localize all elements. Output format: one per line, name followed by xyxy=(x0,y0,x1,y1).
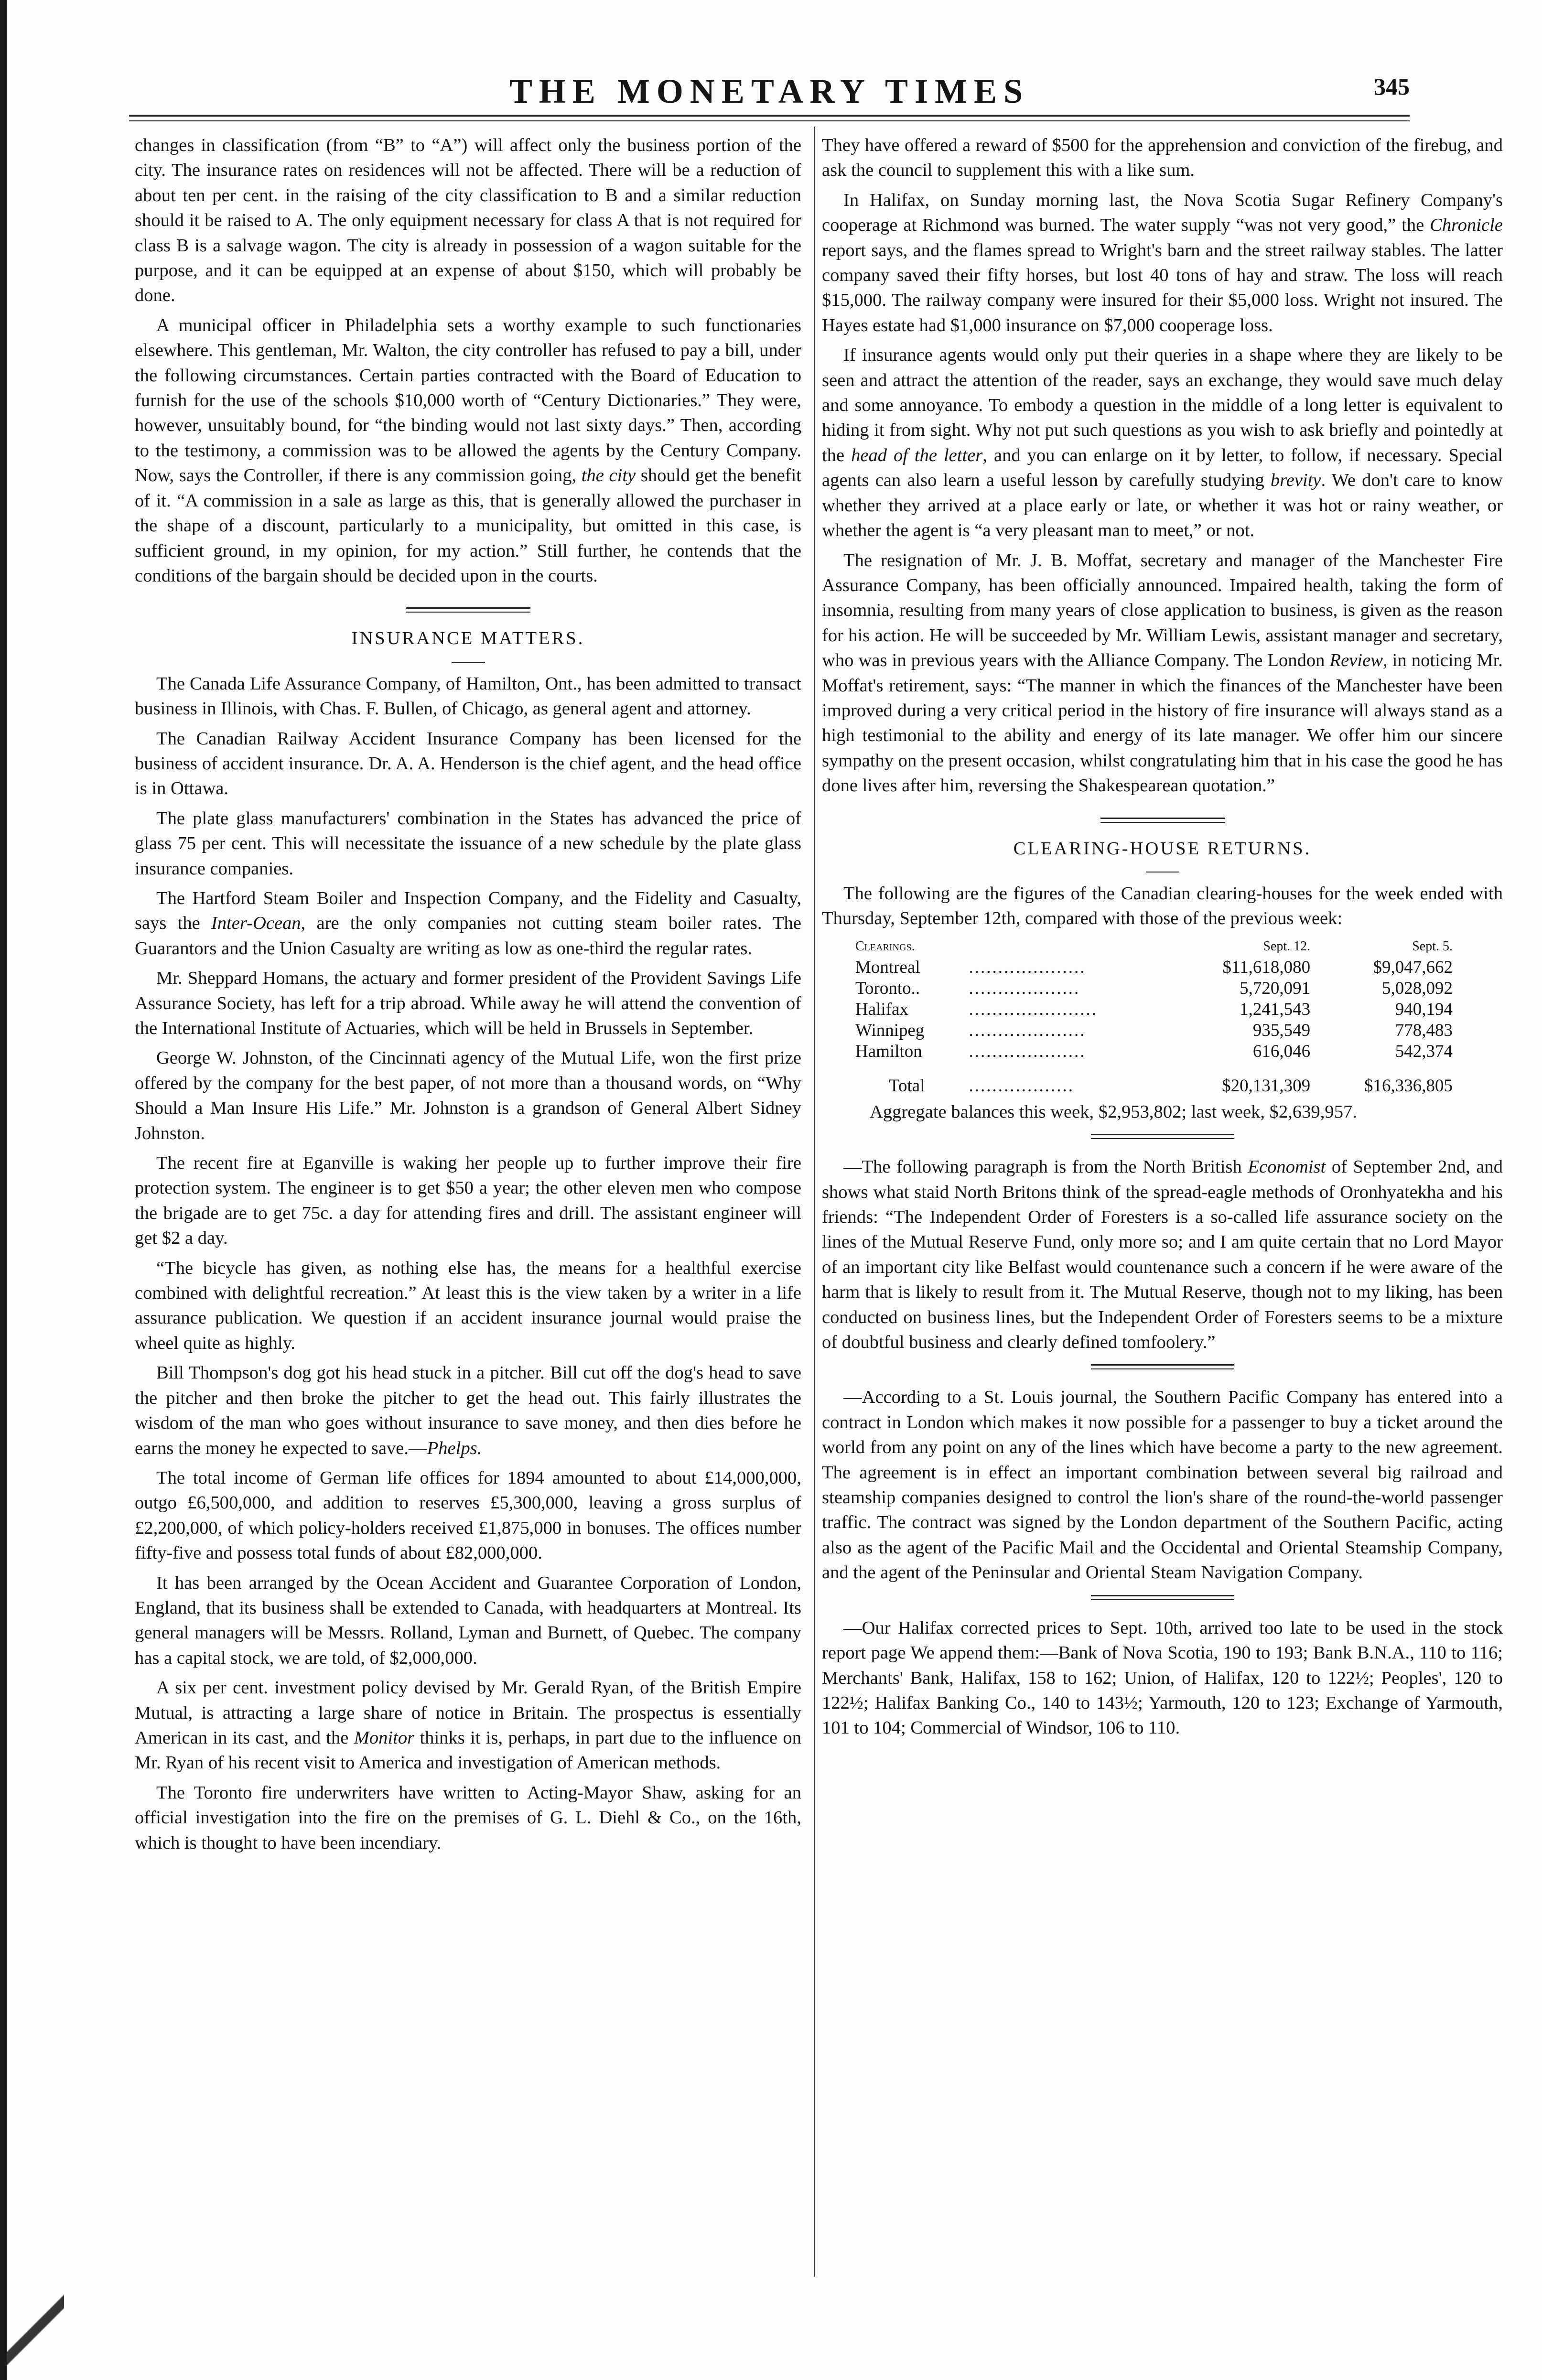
masthead-rule-thin xyxy=(129,120,1410,121)
text-run: The Hartford Steam Boiler and Inspection Company, and the Fidelity and Casualty, says the xyxy=(135,888,801,934)
article-paragraph: —Our Halifax corrected prices to Sept. 10th, arrived too late to be used in the stock report page We append them:—Bank of Nova Scotia, 190 to 193; Bank B.N.A., 110 to 116; Merchants' Bank, Halifax, 158 to 162; Union, of Halifax, 120 to 122½; Peoples', 120 to 122½; Halifax Banking Co., 140 to 143½; Yarmouth, 120 to 123; Exchange of Yarmouth, 101 to 104; Commercial of Windsor, 106 to 110. xyxy=(822,1617,1503,1738)
italic-run: Phelps. xyxy=(427,1438,482,1458)
section-heading-clearing-house: CLEARING-HOUSE RETURNS. xyxy=(1013,838,1312,859)
section-rule xyxy=(1100,818,1225,819)
article-paragraph: The Canadian Railway Accident Insurance Company has been licensed for the business of accident insurance. Dr. A. A. Henderson is the chief agent, and the head office is in Ottawa. xyxy=(135,728,801,799)
section-rule xyxy=(406,607,530,609)
table-cell-city: Toronto.. xyxy=(855,978,920,998)
italic-run: Monitor xyxy=(354,1727,415,1748)
text-run: The resignation of Mr. J. B. Moffat, secretary and manager of the Manchester Fire Assurance Company, has been officially announced. Impaired health, taking the form of insomnia, resulting from many years of close application to business, is given as the reason for his action. He will be succeeded by Mr. William Lewis, assistant manager and secretary, who was in previous years with the Alliance Company. The London xyxy=(822,550,1503,671)
table-row xyxy=(855,957,1457,978)
article-paragraph: It has been arranged by the Ocean Accident and Guarantee Corporation of London, England, that its business shall be extended to Canada, with headquarters at Montreal. Its general managers will be Messrs. Rolland, Lyman and Burnett, of Quebec. The company has a capital stock, we are told, of $2,000,000. xyxy=(135,1572,801,1668)
masthead-rule xyxy=(129,115,1410,117)
italic-run: Chronicle xyxy=(1430,215,1503,236)
table-header-sept12: Sept. 12. xyxy=(1263,938,1311,954)
article-paragraph: The following are the figures of the Canadian clearing-houses for the week ended with Thursday, September 12th, compared with those of the previous week: xyxy=(822,883,1503,929)
italic-run: the city xyxy=(581,465,636,486)
right-column xyxy=(822,133,1503,1745)
table-cell-leader: .................... xyxy=(969,957,1086,977)
article-paragraph: —According to a St. Louis journal, the Southern Pacific Company has entered into a contract in London which makes it now possible for a passenger to buy a ticket around the world from any point on any of the lines which have become a party to the new agreement. The agreement is in effect an important combination between several big railroad and steamship companies designed to control the lion's share of the round-the-world passenger traffic. The contract was signed by the London department of the Southern Pacific, acting also as the agent of the Pacific Mail and the Occidental and Oriental Steamship Company, and the agent of the Peninsular and Oriental Steam Navigation Company. xyxy=(822,1387,1503,1583)
left-column xyxy=(135,133,801,1860)
table-cell-sept5: 5,028,092 xyxy=(1382,978,1453,998)
text-run: of September 2nd, and shows what staid North Britons think of the spread-eagle methods of Oronhyatekha and his friends: “The Independent Order of Foresters is a so-called life assurance society on the lines of the Mutual Reserve Fund, only more so; and I am quite certain that no Lord Mayor of an important city like Belfast would countenance such a concern if he were aware of the harm that is likely to result from it. The Mutual Reserve, though not to my liking, has been conducted on business lines, but the Independent Order of Foresters seems to be a mixture of doubtful business and clearly defined tomfoolery.” xyxy=(822,1157,1503,1353)
article-paragraph: The total income of German life offices for 1894 amounted to about £14,000,000, outgo £6,500,000, and addition to reserves £5,300,000, leaving a gross surplus of £2,200,000, of which policy-holders received £1,875,000 in bonuses. The offices number fifty-five and possess total funds of about £82,000,000. xyxy=(135,1467,801,1563)
section-rule-thin xyxy=(1100,822,1225,823)
table-row xyxy=(855,1020,1457,1041)
publication-title: THE MONETARY TIMES xyxy=(509,72,1030,110)
table-cell-sept5: 940,194 xyxy=(1395,999,1453,1019)
section-rule xyxy=(1091,1364,1234,1366)
table-cell-total-label: Total xyxy=(889,1076,925,1096)
section-rule-thin xyxy=(406,612,530,613)
table-cell-city: Winnipeg xyxy=(855,1020,925,1040)
article-paragraph xyxy=(822,343,1503,543)
table-cell-total-sept5: $16,336,805 xyxy=(1364,1076,1453,1096)
article-paragraph xyxy=(135,1360,801,1461)
italic-run: brevity xyxy=(1270,470,1321,491)
text-run: . We don't care to know whether they arrived at a place early or late, or whether it was hot or rainy weather, or whether the agent is “a very pleasant man to meet,” or not. xyxy=(822,470,1503,541)
table-cell-leader: ...................... xyxy=(969,999,1098,1019)
article-paragraph xyxy=(135,1675,801,1776)
table-header-row xyxy=(855,936,1457,957)
article-paragraph: They have offered a reward of $500 for the apprehension and conviction of the firebug, and ask the council to supplement this with a like sum. xyxy=(822,135,1503,181)
article-paragraph: The plate glass manufacturers' combination in the States has advanced the price of glass 75 per cent. This will necessitate the issuance of a new schedule by the plate glass insurance companies. xyxy=(135,808,801,879)
text-run: A six per cent. investment policy devised by Mr. Gerald Ryan, of the British Empire Mutual, is attracting a large share of notice in Britain. The prospectus is essentially American in its cast, and the xyxy=(135,1678,801,1748)
table-row xyxy=(855,1041,1457,1062)
article-paragraph xyxy=(822,1154,1503,1355)
article-paragraph xyxy=(135,886,801,961)
table-cell-sept5: 542,374 xyxy=(1395,1041,1453,1061)
table-cell-sept12: 616,046 xyxy=(1252,1041,1311,1061)
article-paragraph: The Toronto fire underwriters have written to Acting-Mayor Shaw, asking for an official investigation into the fire on the premises of G. L. Diehl & Co., on the 16th, which is thought to have been incendiary. xyxy=(135,1782,801,1853)
table-cell-leader: .................. xyxy=(969,1076,1074,1096)
text-run: If insurance agents would only put their queries in a shape where they are likely to be seen and attract the attention of the reader, says an exchange, they would save much delay and some annoyance. To embody a question in the middle of a long letter is equivalent to hiding it from sight. Why not put such questions as you wish to ask briefly and pointedly at the xyxy=(822,345,1503,465)
table-cell-sept12: 935,549 xyxy=(1252,1020,1311,1040)
section-rule xyxy=(1091,1595,1234,1596)
text-run: A municipal officer in Philadelphia sets a worthy example to such functionaries elsewhere. This gentleman, Mr. Walton, the city controller has refused to pay a bill, under the following circumstances. Certain parties contracted with the Board of Education to furnish for the use of the schools $10,000 worth of “Century Dictionaries.” They were, however, unsuitably bound, for “the binding would not last sixty days.” Then, according to the testimony, a commission was to be allowed the agents by the Century Company. Now, says the Controller, if there is any commission going, xyxy=(135,315,801,486)
italic-run: head of the letter xyxy=(851,445,983,465)
table-row xyxy=(855,978,1457,999)
table-header-sept5: Sept. 5. xyxy=(1412,938,1453,954)
clearing-house-table xyxy=(855,936,1457,1097)
text-run: , in noticing Mr. Moffat's retirement, says: “The manner in which the finances of the Manchester have been improved during a very critical period in the history of fire insurance will always stand as a high testimonial to the ability and energy of its late manager. We offer him our sincere sympathy on the present occasion, whilst congratulating him that in his case the good he has done lives after him, reversing the Shakespearean quotation.” xyxy=(822,650,1503,796)
page-number: 345 xyxy=(1374,73,1410,100)
table-cell-city: Montreal xyxy=(855,957,920,977)
text-run: thinks it is, perhaps, in part due to the influence on Mr. Ryan of his recent visit to America and investigation of American methods. xyxy=(135,1727,801,1773)
table-cell-leader: .................... xyxy=(969,1020,1086,1040)
table-cell-sept12: $11,618,080 xyxy=(1222,957,1311,977)
scan-corner-mark xyxy=(7,2246,64,2380)
text-run: , and you can enlarge on it by letter, to follow, if necessary. Special agents can also learn a useful lesson by carefully studying xyxy=(822,445,1503,491)
table-cell-city: Hamilton xyxy=(855,1041,922,1061)
table-row xyxy=(855,999,1457,1020)
table-cell-leader: ................... xyxy=(969,978,1080,998)
italic-run: Inter-Ocean xyxy=(211,913,301,934)
article-paragraph: changes in classification (from “B” to “A”) will affect only the business portion of the city. The insurance rates on residences will not be affected. There will be a reduction of about ten per cent. in the raising of the city classification to B and a similar reduction should it be raised to A. The only equipment necessary for class A that is not required for class B is a salvage wagon. The city is already in possession of a wagon suitable for the purpose, and it can be equipped at an expense of about $150, which will probably be done. xyxy=(135,135,801,306)
table-cell-sept5: $9,047,662 xyxy=(1373,957,1453,977)
article-paragraph xyxy=(135,313,801,588)
table-header-leader xyxy=(969,936,1173,957)
table-total-row xyxy=(855,1062,1457,1097)
article-paragraph xyxy=(822,188,1503,338)
text-run: Bill Thompson's dog got his head stuck in a pitcher. Bill cut off the dog's head to save the pitcher and then broke the pitcher to get the head out. This fairly illustrates the wisdom of the man who goes without insurance to save money, and then dies before he earns the money he expected to save.— xyxy=(135,1363,801,1458)
table-cell-total-sept12: $20,131,309 xyxy=(1222,1076,1311,1096)
text-run: , are the only companies not cutting steam boiler rates. The Guarantors and the Union Casualty are writing as low as one-third the regular rates. xyxy=(135,913,802,958)
table-cell-city: Halifax xyxy=(855,999,908,1019)
article-paragraph: Mr. Sheppard Homans, the actuary and former president of the Provident Savings Life Assurance Society, has left for a trip abroad. While away he will attend the convention of the International Institute of Actuaries, which will be held in Brussels in September. xyxy=(135,968,801,1038)
text-run: should get the benefit of it. “A commission in a sale as large as this, that is generally allowed the purchaser in the shape of a discount, particularly to a municipality, but omitted in this case, is sufficient ground, in my opinion, for my action.” Still further, he contends that the conditions of the bargain should be decided upon in the courts. xyxy=(135,465,801,586)
aggregate-balances: Aggregate balances this week, $2,953,802; last week, $2,639,957. xyxy=(870,1101,1357,1122)
article-paragraph: “The bicycle has given, as nothing else has, the means for a healthful exercise combined with delightful recreation.” At least this is the view taken by a writer in a life assurance publication. We question if an accident insurance journal would praise the wheel quite as highly. xyxy=(135,1258,801,1353)
italic-run: Economist xyxy=(1248,1157,1326,1177)
italic-run: Review xyxy=(1329,650,1383,671)
scan-binding-edge xyxy=(0,0,7,2380)
column-divider xyxy=(814,127,815,2277)
table-cell-sept12: 1,241,543 xyxy=(1240,999,1311,1019)
text-run: —The following paragraph is from the North British xyxy=(843,1157,1248,1177)
article-paragraph: The recent fire at Eganville is waking her people up to further improve their fire protection system. The engineer is to get $50 a year; the other eleven men who compose the brigade are to get 75c. a day for attending fires and drill. The assistant engineer will get $2 a day. xyxy=(135,1153,801,1249)
text-run: report says, and the flames spread to Wright's barn and the street railway stables. The latter company saved their fifty horses, but lost 40 tons of hay and straw. The loss will reach $15,000. The railway company were insured for their $5,000 loss. Wright not insured. The Hayes estate had $1,000 insurance on $7,000 cooperage loss. xyxy=(822,240,1503,335)
table-header-clearings: Clearings. xyxy=(855,938,915,954)
table-cell-leader: .................... xyxy=(969,1041,1086,1061)
section-rule xyxy=(1091,1134,1234,1135)
table-cell-sept12: 5,720,091 xyxy=(1240,978,1311,998)
text-run: In Halifax, on Sunday morning last, the Nova Scotia Sugar Refinery Company's cooperage at Richmond was burned. The water supply “was not very good,” the xyxy=(822,190,1503,236)
article-paragraph: George W. Johnston, of the Cincinnati agency of the Mutual Life, won the first prize offered by the company for the best paper, of not more than a thousand words, on “Why Should a Man Insure His Life.” Mr. Johnston is a grandson of General Albert Sidney Johnston. xyxy=(135,1048,801,1143)
section-heading-insurance-matters: INSURANCE MATTERS. xyxy=(351,628,585,649)
article-paragraph: The Canada Life Assurance Company, of Hamilton, Ont., has been admitted to transact business in Illinois, with Chas. F. Bullen, of Chicago, as general agent and attorney. xyxy=(135,673,801,719)
article-paragraph xyxy=(822,548,1503,798)
heading-underline xyxy=(452,662,485,663)
table-cell-sept5: 778,483 xyxy=(1395,1020,1453,1040)
